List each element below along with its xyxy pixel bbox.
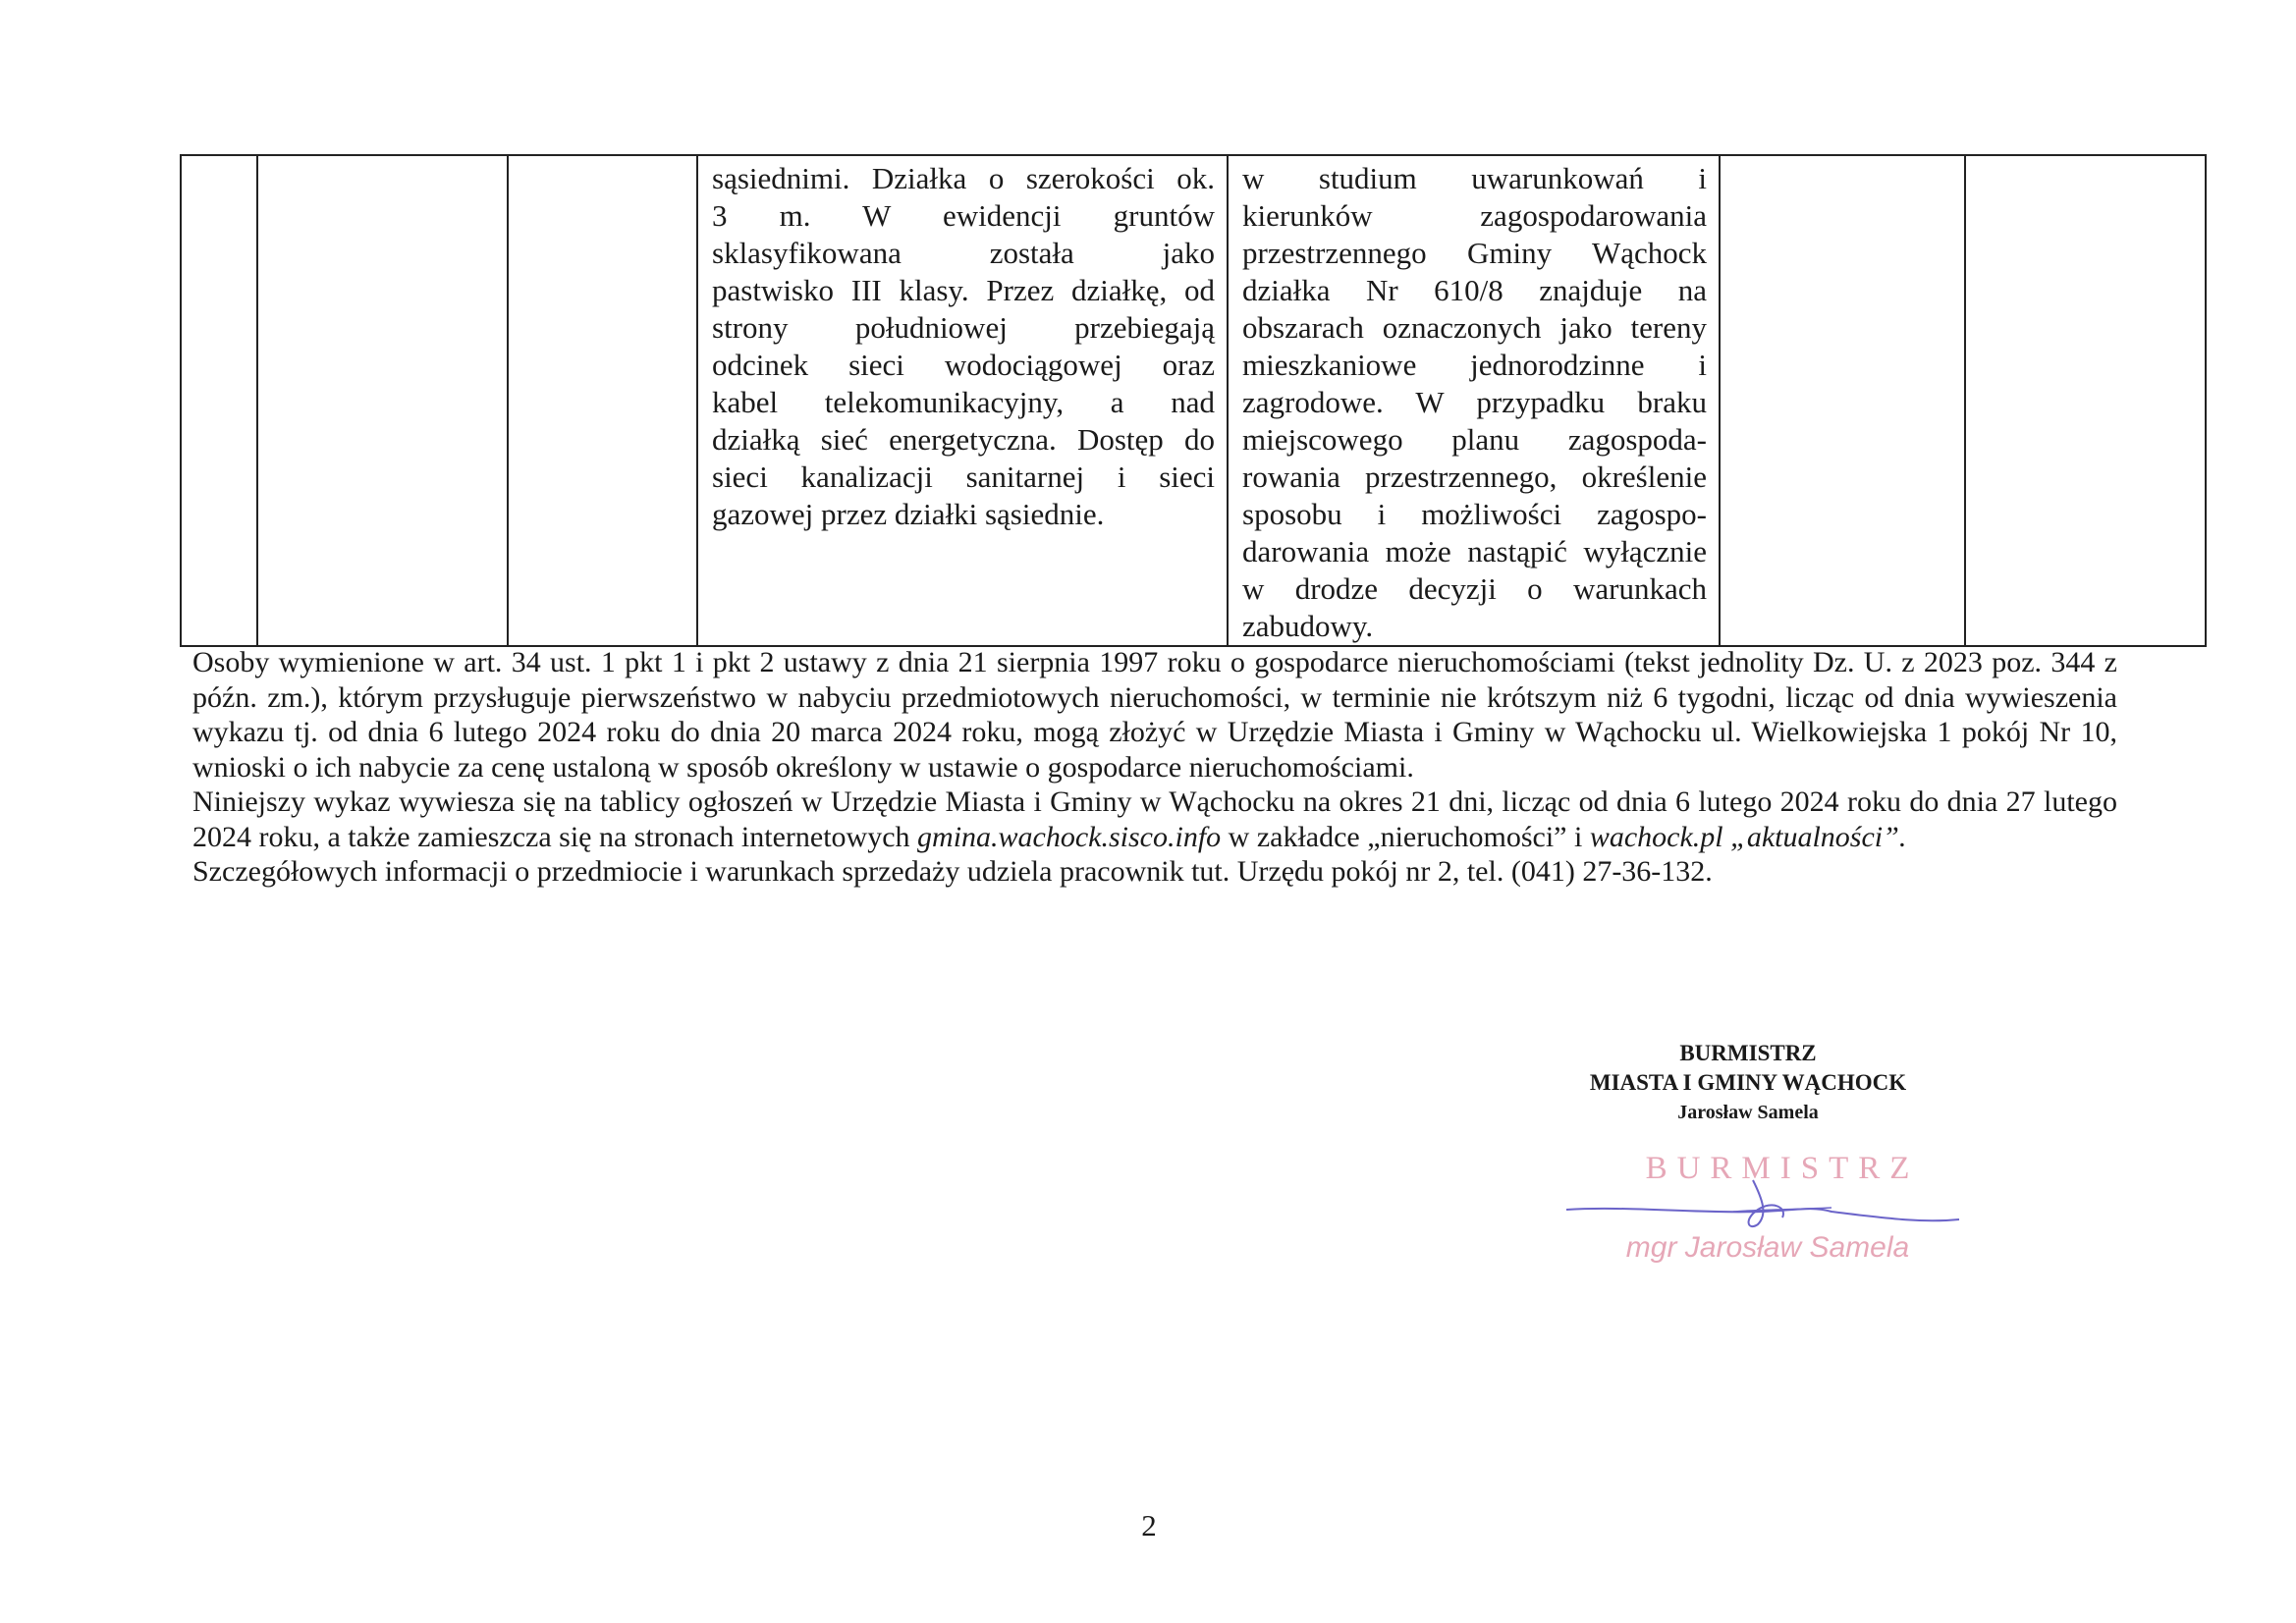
description-line: gazowej przez działki sąsiednie.	[712, 497, 1105, 531]
description-line: sklasyfikowana została jako	[712, 236, 1215, 270]
signature-block	[1542, 1039, 1954, 1127]
signature-office: MIASTA I GMINY WĄCHOCK	[1589, 1070, 1907, 1095]
description-line: odcinek sieci wodociągowej oraz	[712, 348, 1215, 382]
description-line: sieci kanalizacji sanitarnej i sieci	[712, 460, 1215, 494]
website-link: gmina.wachock.sisco.info	[917, 820, 1222, 853]
paragraph-contact: Szczegółowych informacji o przedmiocie i warunkach sprzedaży udziela pracownik tut. Urzędu pokój nr 2, tel. (041) 27-36-132.	[192, 855, 1713, 888]
property-table	[180, 154, 2207, 647]
description-line: strony południowej przebiegają	[712, 310, 1215, 345]
table-cell-empty	[257, 155, 508, 646]
zoning-plan-text	[1229, 156, 1719, 645]
plan-line: obszarach oznaczonych jako tereny	[1242, 310, 1707, 345]
plan-line: miejscowego planu zagospoda-	[1242, 422, 1707, 457]
paragraph-priority-rights: Osoby wymienione w art. 34 ust. 1 pkt 1 i pkt 2 ustawy z dnia 21 sierpnia 1997 roku o gospodarce nieruchomościami (tekst jednolity Dz. U. z 2023 poz. 344 z późn. zm.), którym przysługuje pierwszeństwo w nabyciu przedmiotowych nieruchomości, w terminie nie krótszym niż 6 tygodni, licząc od dnia wywieszenia wykazu tj. od dnia 6 lutego 2024 roku do dnia 20 marca 2024 roku, mogą złożyć w Urzędzie Miasta i Gminy w Wąchocku ul. Wielkowiejska 1 pokój Nr 10, wnioski o ich nabycie za cenę ustaloną w sposób określony w ustawie o gospodarce nieruchomościami.	[192, 646, 2117, 784]
table-cell-empty	[1720, 155, 1965, 646]
description-text	[698, 156, 1227, 533]
table-cell-empty	[181, 155, 257, 646]
notice-body	[192, 645, 2117, 890]
stamp-title: BURMISTRZ	[1645, 1151, 1920, 1186]
description-line: sąsiednimi. Działka o szerokości ok.	[712, 161, 1215, 195]
plan-line: w studium uwarunkowań i	[1242, 161, 1707, 195]
plan-line: darowania może nastąpić wyłącznie	[1242, 534, 1707, 568]
plan-line: działka Nr 610/8 znajduje na	[1242, 273, 1707, 307]
table-cell-empty	[508, 155, 697, 646]
stamp-name: mgr Jarosław Samela	[1625, 1231, 1910, 1264]
website-link-2: wachock.pl „aktualności”.	[1589, 820, 1907, 853]
table-cell-description	[697, 155, 1228, 646]
plan-line: w drodze decyzji o warunkach	[1242, 571, 1707, 606]
description-line: kabel telekomunikacyjny, a nad	[712, 385, 1215, 419]
description-line: 3 m. W ewidencji gruntów	[712, 198, 1215, 233]
signature-title: BURMISTRZ	[1679, 1041, 1817, 1065]
description-line: działką sieć energetyczna. Dostęp do	[712, 422, 1215, 457]
description-line: pastwisko III klasy. Przez działkę, od	[712, 273, 1215, 307]
table-cell-plan	[1228, 155, 1720, 646]
paragraph-publication: Niniejszy wykaz wywiesza się na tablicy ogłoszeń w Urzędzie Miasta i Gminy w Wąchocku na okres 21 dni, licząc od dnia 6 lutego 2024 roku do dnia 27 lutego 2024 roku, a także zamieszcza się na stronach internetowych gmina.wachock.sisco.info w zakładce „nieruchomości” i wachock.pl „aktualności”.	[192, 785, 2117, 853]
signature-name: Jarosław Samela	[1677, 1102, 1819, 1123]
official-stamp	[1566, 1151, 1979, 1278]
plan-line: sposobu i możliwości zagospo-	[1242, 497, 1707, 531]
plan-line: zabudowy.	[1242, 609, 1374, 643]
table-row	[181, 155, 2206, 646]
plan-line: rowania przestrzennego, określenie	[1242, 460, 1707, 494]
page-number: 2	[1141, 1508, 1157, 1542]
table-cell-empty	[1965, 155, 2206, 646]
plan-line: kierunków zagospodarowania	[1242, 198, 1707, 233]
plan-line: mieszkaniowe jednorodzinne i	[1242, 348, 1707, 382]
plan-line: zagrodowe. W przypadku braku	[1242, 385, 1707, 419]
plan-line: przestrzennego Gminy Wąchock	[1242, 236, 1707, 270]
